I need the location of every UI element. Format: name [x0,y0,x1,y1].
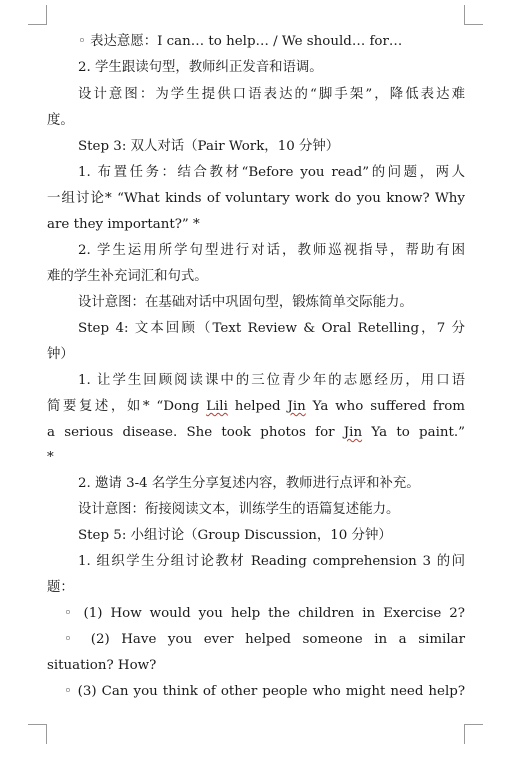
text-line: 2. 学生跟读句型，教师纠正发音和语调。 [78,60,323,75]
text-span: Ya to paint.” [362,425,465,440]
text-line: 度。 [47,113,74,128]
crop-mark-bottom-right-v [464,724,465,744]
crop-mark-top-left-v [46,5,47,25]
text-line: 一组讨论* “What kinds of voluntary work do you know? Why [47,191,465,206]
text-span: helped [227,399,288,414]
text-line: 设计意图：衔接阅读文本，训练学生的语篇复述能力。 [78,502,400,517]
question-item: ◦ (3) Can you think of other people who might need help? [64,684,465,699]
text-line: 1. 组织学生分组讨论教材 Reading comprehension 3 的问 [78,554,465,569]
question-item: ◦ (1) How would you help the children in Exercise 2? [64,606,465,621]
step-heading: Step 4: 文本回顾（Text Review & Oral Retelling，7 分 [78,321,465,336]
crop-mark-top-right-h [464,24,483,25]
crop-mark-bottom-left-h [28,724,47,725]
text-line: 钟） [47,347,74,362]
step-heading: Step 3: 双人对话（Pair Work，10 分钟） [78,139,340,154]
text-line: * [47,450,54,465]
text-line: 设计意图：在基础对话中巩固句型，锻炼简单交际能力。 [78,295,413,310]
spellcheck-word: Jin [287,399,306,414]
text-span: Ya who suffered from [305,399,465,414]
spellcheck-word: Jin [343,425,363,440]
crop-mark-top-right-v [464,5,465,25]
text-span: 简要复述，如* “Dong [47,399,207,414]
step-heading: Step 5: 小组讨论（Group Discussion，10 分钟） [78,528,392,543]
text-line: ◦ 表达意愿：I can… to help… / We should… for… [78,34,403,49]
text-span: a serious disease. She took photos for [47,425,344,440]
text-line [47,420,465,446]
crop-mark-bottom-left-v [46,724,47,744]
crop-mark-top-left-h [28,24,47,25]
text-line: 1. 布置任务：结合教材“Before you read”的问题，两人 [78,165,465,180]
text-line: 2. 学生运用所学句型进行对话，教师巡视指导，帮助有困 [78,243,465,258]
text-line: 1. 让学生回顾阅读课中的三位青少年的志愿经历，用口语 [78,373,465,388]
text-line: are they important?” * [47,217,200,232]
text-line: situation? How? [47,658,157,673]
crop-mark-bottom-right-h [464,724,483,725]
text-line: 设计意图：为学生提供口语表达的“脚手架”，降低表达难 [78,87,465,102]
text-line: 2. 邀请 3-4 名学生分享复述内容，教师进行点评和补充。 [78,476,420,491]
question-item: ◦ (2) Have you ever helped someone in a similar [64,632,465,647]
text-line [47,394,465,420]
text-line: 难的学生补充词汇和句式。 [47,269,208,284]
text-line: 题： [47,580,74,595]
spellcheck-word: Lili [206,399,228,414]
